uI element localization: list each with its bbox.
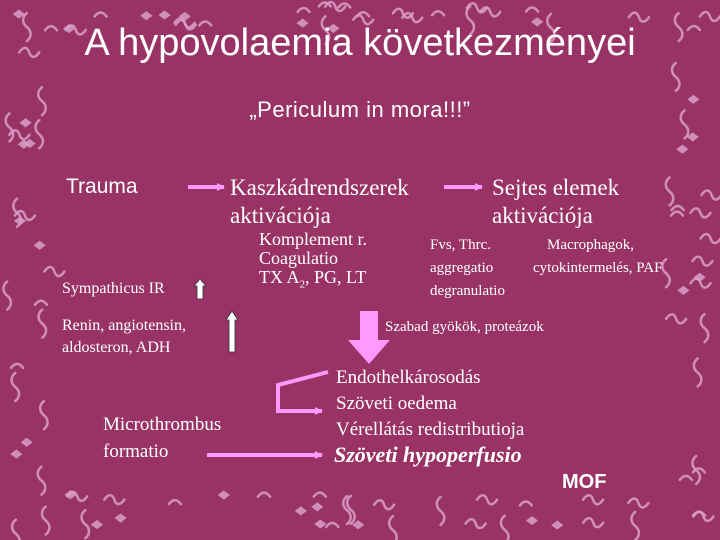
node-kaszkad-line2: aktivációja — [230, 203, 331, 228]
node-fvs-line3: degranulatio — [430, 283, 505, 299]
node-fvs-line1: Fvs, Thrc. — [430, 237, 491, 253]
arrow-up-renin — [226, 311, 238, 352]
node-macro-line1: Macrophagok, — [547, 237, 635, 253]
node-fvs-line2: aggregatio — [430, 260, 494, 276]
node-komplement-line1: Komplement r. — [259, 229, 367, 249]
node-sejtes-line1: Sejtes elemek — [492, 175, 620, 200]
arrow-down-endothel — [348, 311, 390, 364]
node-komplement-line2: Coagulatio — [259, 248, 338, 268]
node-kaszkad-line1: Kaszkádrendszerek — [230, 175, 409, 200]
node-endothel-line1: Endothelkárosodás — [336, 367, 481, 388]
node-microthrombus-line1: Microthrombus — [103, 414, 222, 435]
node-sejtes-line2: aktivációja — [492, 203, 593, 228]
node-szabad-gyokok: Szabad gyökök, proteázok — [385, 319, 544, 335]
node-komplement-line3: TX $A_2$, PG, LT — [259, 267, 367, 291]
node-macro-line2: cytokintermelés, PAF — [533, 260, 663, 276]
slide-title: A hypovolaemia következményei — [84, 22, 636, 64]
arrow-endothel-microthrombus — [278, 372, 328, 411]
node-microthrombus-line2: formatio — [103, 441, 169, 462]
node-renin-line2: aldosteron, ADH — [62, 339, 171, 356]
node-sympathicus: Sympathicus IR — [62, 280, 165, 297]
node-mof: MOF — [562, 471, 607, 493]
node-renin-line1: Renin, angiotensin, — [62, 317, 186, 334]
arrow-up-sympathicus — [194, 279, 206, 299]
node-endothel-line3: Vérellátás redistributioja — [336, 419, 525, 440]
node-trauma: Trauma — [66, 175, 138, 198]
node-endothel-line2: Szöveti oedema — [336, 393, 457, 414]
node-hypoperfusio: Szöveti hypoperfusio — [334, 442, 522, 467]
slide-subtitle: „Periculum in mora!!!” — [249, 97, 471, 122]
